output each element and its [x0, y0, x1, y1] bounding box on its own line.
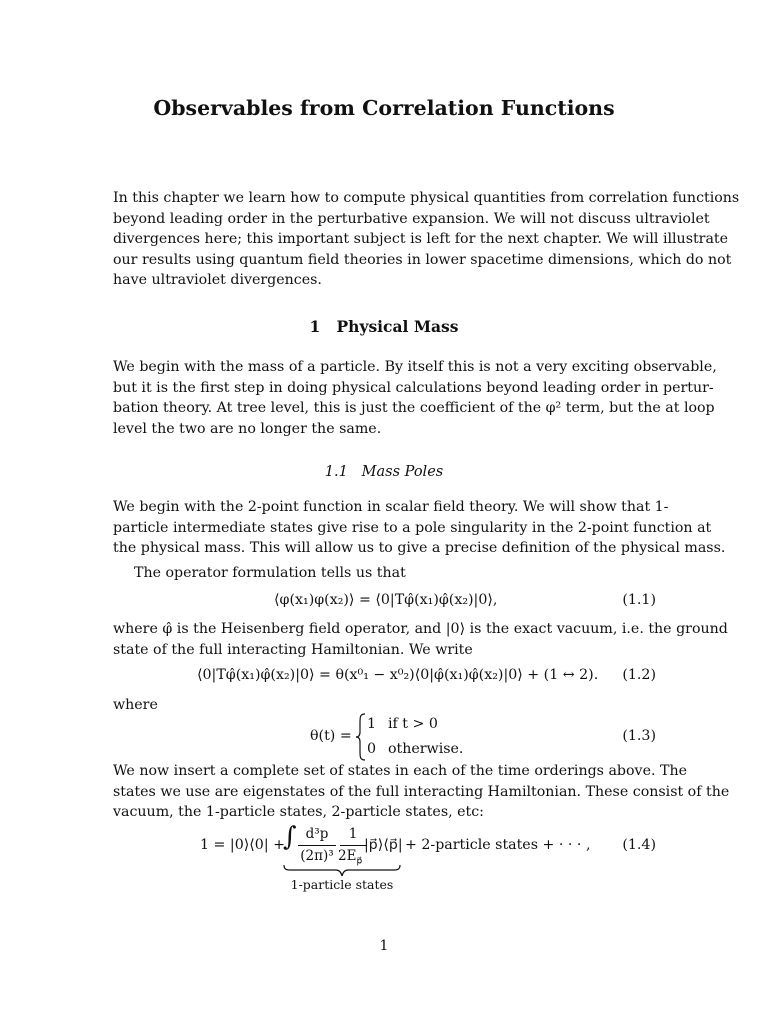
- section-paragraph: [113, 357, 717, 439]
- fraction-bar: [298, 845, 336, 846]
- text-line: In this chapter we learn how to compute physical quantities from correlation functions: [113, 190, 740, 206]
- paragraph-after-eq3: [113, 761, 730, 823]
- text-line: state of the full interacting Hamiltonian. We write: [113, 641, 473, 658]
- equation-1-2: ⟨0|Tφ̂(x₁)φ̂(x₂)|0⟩ = θ(x⁰₁ − x⁰₂)⟨0|φ̂(x₁)φ̂(x₂)|0⟩ + (1 ↔ 2).: [197, 667, 599, 683]
- text-line: We begin with the mass of a particle. By itself this is not a very exciting observable,: [113, 359, 717, 375]
- text-line: We now insert a complete set of states in each of the time orderings above. The: [113, 763, 687, 779]
- case-1-condition: if t > 0: [388, 716, 438, 732]
- underbrace-label: 1-particle states: [290, 877, 394, 892]
- text-line: bation theory. At tree level, this is just the coefficient of the φ² term, but the at loop: [113, 400, 715, 417]
- case-2-value: 0: [367, 741, 377, 757]
- equation-1-4-lhs: 1 = |0⟩⟨0| +: [200, 837, 286, 853]
- fraction-bar: [340, 845, 366, 846]
- subsection-paragraph: [113, 497, 726, 559]
- section-title: Physical Mass: [336, 317, 459, 336]
- paper-title: Observables from Correlation Functions: [153, 96, 615, 120]
- fraction-1-denominator: (2π)³: [300, 848, 334, 864]
- subsection-number: 1.1: [324, 464, 348, 480]
- projector: |p⃗⟩⟨p⃗|: [364, 837, 403, 853]
- fraction-1-numerator: d³p: [305, 826, 329, 842]
- text-line: the physical mass. This will allow us to give a precise definition of the physical mass.: [113, 540, 726, 557]
- equation-number: (1.3): [622, 728, 656, 744]
- text-line: level the two are no longer the same.: [113, 420, 382, 437]
- case-1-value: 1: [367, 716, 377, 732]
- equation-number: (1.4): [622, 837, 656, 853]
- underbrace-icon: [283, 864, 401, 878]
- paragraph-after-eq1: [113, 619, 728, 660]
- equation-1-3-lhs: θ(t) =: [310, 728, 352, 744]
- section-heading: [0, 317, 768, 336]
- section-number: 1: [309, 317, 321, 336]
- text-line: We begin with the 2-point function in scalar field theory. We will show that 1-: [113, 499, 669, 515]
- text-line: states we use are eigenstates of the full interacting Hamiltonian. These consist of the: [113, 783, 730, 800]
- text-line: particle intermediate states give rise to a pole singularity in the 2-point function at: [113, 519, 712, 536]
- operator-line: The operator formulation tells us that: [134, 565, 406, 581]
- energy-symbol: 2E: [338, 848, 357, 864]
- equation-1-1: ⟨φ(x₁)φ(x₂)⟩ = ⟨0|Tφ̂(x₁)φ̂(x₂)|0⟩,: [274, 592, 498, 608]
- text-line: have ultraviolet divergences.: [113, 272, 322, 289]
- case-2-condition: otherwise.: [388, 741, 464, 757]
- fraction-2-numerator: 1: [348, 826, 358, 842]
- subsection-title: Mass Poles: [361, 464, 444, 480]
- text-line: divergences here; this important subject is left for the next chapter. We will illustrate: [113, 231, 729, 248]
- equation-1-4-rhs: + 2-particle states + · · · ,: [405, 837, 591, 853]
- page-number: 1: [379, 938, 389, 954]
- left-brace-icon: [355, 713, 367, 761]
- equation-number: (1.2): [622, 667, 656, 683]
- where-word: where: [113, 697, 158, 713]
- subsection-heading: [0, 464, 768, 480]
- text-line: beyond leading order in the perturbative expansion. We will not discuss ultraviolet: [113, 210, 710, 227]
- text-line: vacuum, the 1-particle states, 2-particle states, etc:: [113, 804, 484, 821]
- equation-number: (1.1): [622, 592, 656, 608]
- text-line: but it is the first step in doing physical calculations beyond leading order in pertur-: [113, 379, 714, 396]
- intro-paragraph: [113, 188, 740, 291]
- text-line: where φ̂ is the Heisenberg field operator, and |0⟩ is the exact vacuum, i.e. the ground: [113, 621, 728, 637]
- momentum-subscript: p⃗: [356, 856, 363, 867]
- text-line: our results using quantum field theories in lower spacetime dimensions, which do not: [113, 251, 732, 268]
- integral-sign: ∫: [283, 822, 297, 852]
